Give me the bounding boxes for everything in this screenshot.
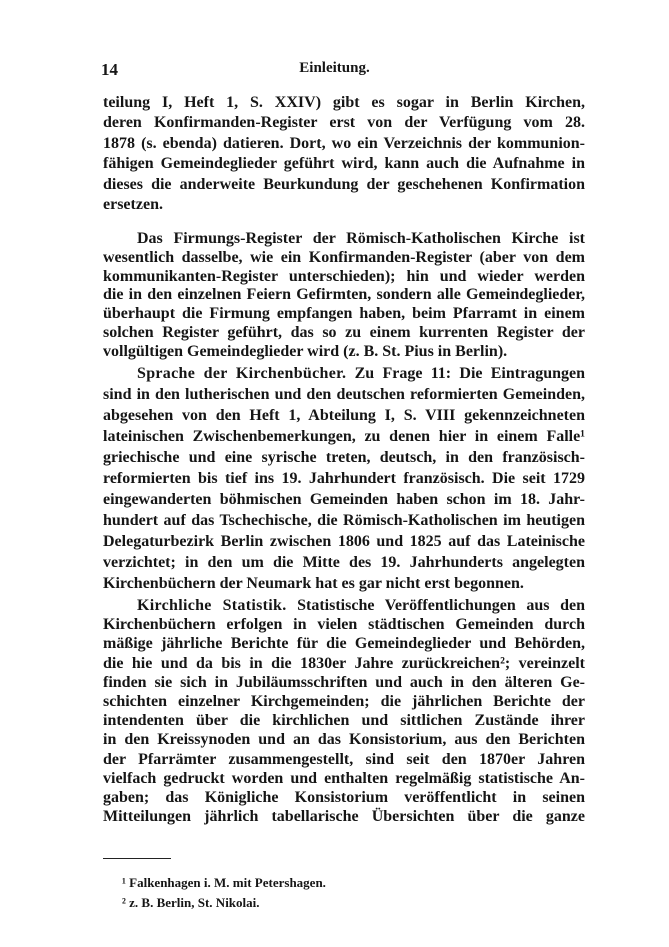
line-text: deren Konfirmanden-Register erst von der Verfügung vom 28. — [103, 114, 585, 132]
line-text: dieses die anderweite Beurkundung der geschehenen Konfirmation — [103, 175, 585, 193]
text-line — [103, 286, 585, 305]
line-text: lateinischen Zwischenbemerkungen, zu denen hier in einem Falle¹ — [103, 428, 585, 445]
line-text: Mitteilungen jährlich tabellarische Übersichten über die ganze — [103, 808, 585, 826]
line-text: Zu Frage 11: Die Eintragungen — [346, 365, 585, 382]
line-text: 1878 (s. ebenda) datieren. Dort, wo ein Verzeichnis der kommunion- — [103, 134, 585, 152]
text-line — [103, 807, 585, 826]
line-text: finden sie sich in Jubiläumsschriften und auch in den älteren Ge- — [103, 673, 585, 691]
text-line — [103, 175, 585, 195]
text-line — [103, 426, 585, 447]
line-text: verzichtet; in den um die Mitte des 19. Jahrhunderts angelegten — [103, 554, 585, 571]
line-text: mäßige jährliche Berichte für die Gemeindeglieder und Behörden, — [103, 635, 585, 653]
footnote-1: ¹ Falkenhagen i. M. mit Petershagen. — [122, 875, 326, 890]
text-line — [103, 769, 585, 788]
text-line — [103, 343, 585, 362]
line-text: Kirchenbüchern der Neumark hat es gar nicht erst begonnen. — [103, 575, 524, 592]
line-text: vollgültigen Gemeindeglieder wird (z. B. St. Pius in Berlin). — [103, 342, 508, 360]
line-text: die hie und da bis in die 1830er Jahre zurückreichen²; vereinzelt — [103, 654, 585, 672]
line-text: abgesehen von den Heft 1, Abteilung I, S. VIII gekennzeichneten — [103, 407, 585, 424]
paragraph-firmungs-register — [103, 230, 585, 362]
line-text: fähigen Gemeindeglieder geführt wird, kann auch die Aufnahme in — [103, 155, 585, 173]
paragraph-sprache-der-kirchenbuecher — [103, 363, 585, 594]
line-text: Statistische Veröffentlichungen aus den — [286, 597, 585, 614]
text-line — [103, 363, 585, 384]
line-text: die in den einzelnen Feiern Gefirmten, sondern alle Gemeindeglieder, — [103, 286, 585, 304]
line-text: gaben; das Königliche Konsistorium veröffentlicht in seinen — [103, 788, 585, 806]
text-line — [103, 788, 585, 807]
text-line — [103, 154, 585, 174]
text-line — [103, 468, 585, 489]
text-line — [103, 195, 585, 215]
text-line — [103, 750, 585, 769]
line-text: ersetzen. — [103, 195, 163, 213]
text-line — [103, 384, 585, 405]
paragraph-continuation — [103, 93, 585, 215]
line-text: solchen Register geführt, das so zu einem kurrenten Register der — [103, 323, 585, 341]
line-text: sind in den lutherischen und den deutschen reformierten Gemeinden, — [103, 386, 585, 403]
text-line — [103, 113, 585, 133]
text-line — [103, 531, 585, 552]
text-line — [103, 573, 585, 594]
text-line — [103, 305, 585, 324]
text-line — [103, 268, 585, 287]
text-line — [103, 405, 585, 426]
line-text: Das Firmungs-Register der Römisch-Katholischen Kirche ist — [137, 230, 585, 247]
running-head: Einleitung. — [299, 60, 370, 76]
text-line — [103, 634, 585, 653]
line-text: in den Kreissynoden und an das Konsistorium, aus den Berichten — [103, 731, 585, 749]
text-line — [103, 552, 585, 573]
line-text: Kirchenbüchern erfolgen in vielen städtischen Gemeinden durch — [103, 616, 585, 634]
line-text: Delegaturbezirk Berlin zwischen 1806 und 1825 auf das Lateinische — [103, 533, 585, 550]
line-text: wesentlich dasselbe, wie ein Konfirmanden-Register (aber von dem — [103, 248, 585, 266]
line-text: schichten einzelner Kirchgemeinden; die jährlichen Berichte der — [103, 692, 585, 710]
text-line — [103, 654, 585, 673]
section-heading: Sprache der Kirchenbücher. — [137, 365, 347, 382]
text-line — [103, 692, 585, 711]
line-text: teilung I, Heft 1, S. XXIV) gibt es sogar in Berlin Kirchen, — [103, 94, 585, 111]
section-heading: Kirchliche Statistik. — [137, 597, 287, 614]
line-text: der Pfarrämter zusammengestellt, sind seit den 1870er Jahren — [103, 750, 585, 768]
text-line — [103, 596, 585, 615]
text-line — [103, 93, 585, 113]
paragraph-kirchliche-statistik — [103, 596, 585, 826]
page-number: 14 — [101, 60, 118, 79]
line-text: eingewanderten böhmischen Gemeinden haben schon im 18. Jahr- — [103, 491, 585, 508]
text-line — [103, 673, 585, 692]
text-line — [103, 489, 585, 510]
text-line — [103, 711, 585, 730]
line-text: kommunikanten-Register unterschieden); hin und wieder werden — [103, 267, 585, 285]
text-line — [103, 510, 585, 531]
line-text: hundert auf das Tschechische, die Römisch-Katholischen im heutigen — [103, 512, 585, 529]
text-line — [103, 249, 585, 268]
text-line — [103, 615, 585, 634]
line-text: überhaupt die Firmung empfangen haben, beim Pfarramt in einem — [103, 305, 585, 323]
line-text: reformierten bis tief ins 19. Jahrhundert französisch. Die seit 1729 — [103, 470, 585, 487]
footnote-rule — [103, 858, 171, 859]
line-text: griechische und eine syrische treten, deutsch, in den französisch- — [103, 449, 585, 466]
text-line — [103, 134, 585, 154]
text-line — [103, 230, 585, 249]
text-line — [103, 324, 585, 343]
footnote-2: ² z. B. Berlin, St. Nikolai. — [122, 895, 260, 910]
line-text: intendenten über die kirchlichen und sittlichen Zustände ihrer — [103, 712, 585, 730]
text-line — [103, 447, 585, 468]
text-line — [103, 730, 585, 749]
line-text: vielfach gedruckt worden und enthalten regelmäßig statistische An- — [103, 769, 585, 787]
